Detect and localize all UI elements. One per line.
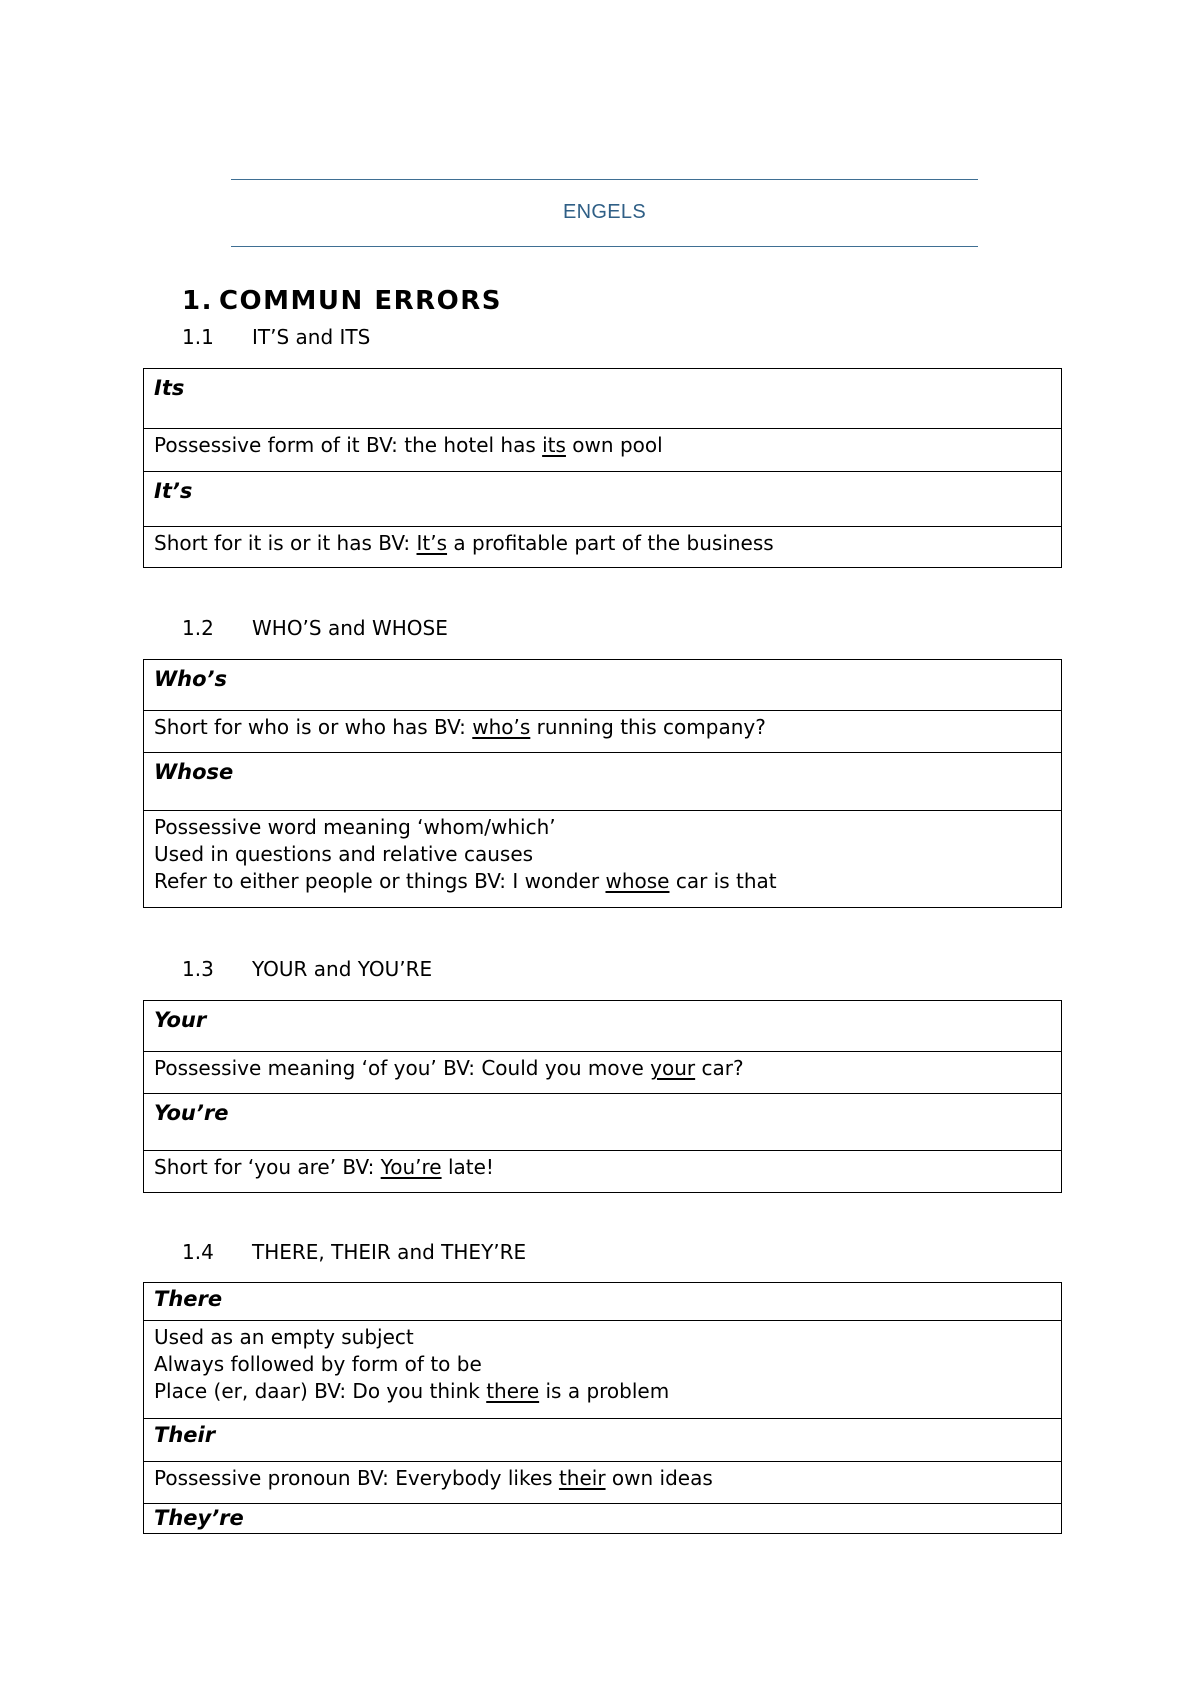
definition-row bbox=[144, 1150, 1061, 1192]
definition-line: Short for ‘you are’ BV: You’re late! bbox=[154, 1155, 494, 1179]
chapter-title: COMMUN ERRORS bbox=[218, 286, 502, 316]
definition-line: Short for who is or who has BV: who’s running this company? bbox=[154, 715, 766, 739]
section-title: IT’S and ITS bbox=[252, 325, 371, 349]
definition-table bbox=[143, 1282, 1062, 1534]
definition-line: Short for it is or it has BV: It’s a profitable part of the business bbox=[154, 531, 774, 555]
term-row bbox=[144, 660, 1061, 710]
example-word: It’s bbox=[416, 531, 448, 555]
definition-line: Possessive pronoun BV: Everybody likes their own ideas bbox=[154, 1466, 713, 1490]
term-row bbox=[144, 1503, 1061, 1533]
term-label: Whose bbox=[154, 760, 234, 784]
definition-row bbox=[144, 428, 1061, 471]
document-title: ENGELS bbox=[563, 201, 646, 223]
definition-line: Always followed by form of to be bbox=[154, 1352, 482, 1376]
definition-row bbox=[144, 1320, 1061, 1418]
term-row bbox=[144, 1418, 1061, 1461]
term-label: You’re bbox=[154, 1101, 229, 1125]
term-row bbox=[144, 369, 1061, 428]
section-title: WHO’S and WHOSE bbox=[252, 616, 448, 640]
chapter-number: 1. bbox=[182, 286, 213, 316]
header-rule-bottom bbox=[231, 246, 978, 247]
example-word: You’re bbox=[380, 1155, 442, 1179]
example-word: who’s bbox=[472, 715, 531, 739]
definition-row bbox=[144, 710, 1061, 752]
definition-line: Place (er, daar) BV: Do you think there is a problem bbox=[154, 1379, 670, 1403]
definition-row bbox=[144, 1461, 1061, 1503]
term-row bbox=[144, 1001, 1061, 1051]
chapter-heading bbox=[182, 286, 502, 316]
section-heading bbox=[182, 1240, 526, 1264]
section-heading bbox=[182, 957, 432, 981]
term-row bbox=[144, 1093, 1061, 1150]
term-label: Their bbox=[154, 1423, 216, 1447]
term-row bbox=[144, 1283, 1061, 1320]
example-word: whose bbox=[605, 869, 670, 893]
section-number: 1.1 bbox=[182, 325, 214, 349]
section-title: THERE, THEIR and THEY’RE bbox=[252, 1240, 527, 1264]
section-heading bbox=[182, 325, 370, 349]
section-title: YOUR and YOU’RE bbox=[252, 957, 433, 981]
example-word: your bbox=[650, 1056, 696, 1080]
definition-line: Possessive word meaning ‘whom/which’ bbox=[154, 815, 556, 839]
section-number: 1.2 bbox=[182, 616, 214, 640]
definition-line: Refer to either people or things BV: I wonder whose car is that bbox=[154, 869, 777, 893]
definition-line: Used in questions and relative causes bbox=[154, 842, 534, 866]
definition-line: Possessive form of it BV: the hotel has its own pool bbox=[154, 433, 663, 457]
section-number: 1.4 bbox=[182, 1240, 214, 1264]
definition-row bbox=[144, 1051, 1061, 1093]
section-number: 1.3 bbox=[182, 957, 214, 981]
definition-table bbox=[143, 368, 1062, 568]
term-label: Your bbox=[154, 1008, 207, 1032]
definition-table bbox=[143, 659, 1062, 908]
term-label: There bbox=[154, 1287, 223, 1311]
term-label: Who’s bbox=[154, 667, 228, 691]
term-label: Its bbox=[154, 376, 185, 400]
definition-line: Used as an empty subject bbox=[154, 1325, 414, 1349]
definition-table bbox=[143, 1000, 1062, 1193]
term-row bbox=[144, 752, 1061, 810]
example-word: its bbox=[542, 433, 566, 457]
definition-line: Possessive meaning ‘of you’ BV: Could you move your car? bbox=[154, 1056, 744, 1080]
definition-row bbox=[144, 810, 1061, 907]
term-label: It’s bbox=[154, 479, 193, 503]
example-word: there bbox=[486, 1379, 540, 1403]
term-label: They’re bbox=[154, 1506, 244, 1530]
example-word: their bbox=[558, 1466, 606, 1490]
definition-row bbox=[144, 526, 1061, 567]
term-row bbox=[144, 471, 1061, 526]
header-rule-top bbox=[231, 179, 978, 180]
section-heading bbox=[182, 616, 448, 640]
